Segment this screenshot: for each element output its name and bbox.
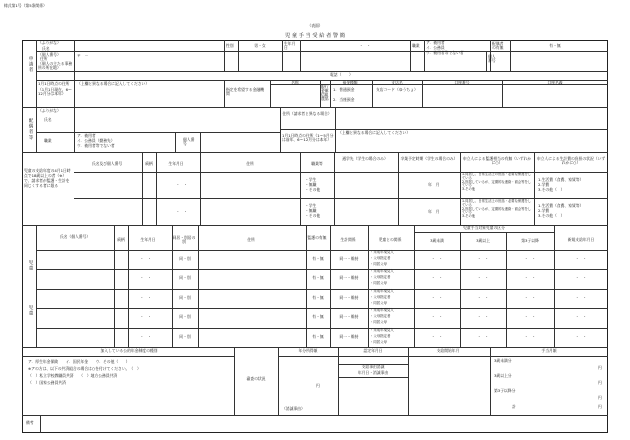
list-header-g3: 第3子以降: [521, 238, 539, 243]
bank-header-kind: 預金種類: [342, 80, 358, 85]
admin-h3: 支給開始年月: [436, 348, 460, 353]
list-row-g2[interactable]: ・ ・: [477, 275, 489, 281]
list-row-occ-1[interactable]: ・父母指定者: [370, 275, 391, 280]
child2-ym[interactable]: 年 月: [428, 209, 440, 214]
pension-line-4[interactable]: （ ）国家公務員共済: [28, 380, 66, 385]
list-row-g1[interactable]: ・ ・: [431, 314, 443, 320]
spouse-individual-label: 個人番号: [183, 137, 195, 147]
admin-row-2: 3歳以上分: [494, 373, 512, 378]
list-row-cohabit[interactable]: 同・別: [179, 333, 191, 339]
list-row-occ-1[interactable]: ・父母指定者: [370, 314, 391, 319]
applicant-side-label: 申請者: [28, 56, 33, 73]
list-row-g3[interactable]: ・ ・: [524, 314, 536, 320]
admin-yen-4: 円: [598, 395, 602, 400]
applicant-furigana-label: （ふりがな）: [38, 40, 61, 45]
list-header-live: 生計関係: [340, 237, 356, 242]
admin-yen-1: 円: [316, 383, 320, 388]
list-row-live[interactable]: 同一・維持: [339, 333, 359, 339]
child-header-subsidy: 申立人による生計費の負担の状況（いずれかに○）: [536, 156, 606, 166]
bank-header-account: 口座番号: [454, 80, 470, 85]
list-row-divider: [36, 269, 608, 270]
list-row-occ-1[interactable]: ・父母指定者: [370, 333, 391, 338]
child1-occ-1[interactable]: ・無職: [305, 182, 317, 187]
gender-label: 性別: [226, 43, 234, 48]
spouse-status-label: 配偶者の有無: [492, 41, 504, 51]
list-row-g3[interactable]: ・ ・: [524, 256, 536, 261]
list-row-divider: [36, 328, 608, 329]
list-row-cohabit[interactable]: 同・別: [179, 256, 191, 261]
list-header-relation: 続柄: [117, 237, 125, 242]
spouse-furigana-label: （ふりがな）: [38, 108, 61, 113]
list-header-g2: 3歳以上: [476, 238, 490, 243]
list-row-start[interactable]: ・ ・: [575, 333, 587, 339]
pension-label: 加入している公的年金制度の種別: [100, 348, 158, 353]
list-row-care[interactable]: 有・無: [312, 314, 324, 320]
pension-line-1[interactable]: ア．厚生年金保険 イ．国民年金 ウ．その他（ ）: [28, 359, 130, 364]
admin-yen-3: 円: [598, 380, 602, 385]
child1-cost-0[interactable]: 1.生活費（食費、家賃等）: [538, 177, 584, 182]
remarks-field[interactable]: [42, 417, 606, 431]
list-row-g1[interactable]: ・ ・: [431, 256, 443, 261]
list-row-occ-0[interactable]: ・未成年現見入: [370, 250, 394, 254]
list-row-birth[interactable]: ・ ・: [140, 333, 152, 339]
spouse-jan1-label: 1月1日時点の住所（1～5月分は前年、6～12月分は本年）: [282, 133, 334, 143]
list-row-g1[interactable]: ・ ・: [431, 275, 443, 281]
pension-line-3[interactable]: （ ）私立学校教職員共済 （ ）地方公務員共済: [28, 373, 118, 378]
list-row-care[interactable]: 有・無: [312, 294, 324, 300]
list-row-g1[interactable]: ・ ・: [431, 333, 443, 339]
pension-line-2: ※アの方は、以下の共済組合の場合は○を付けてください。（ ）: [28, 366, 141, 371]
list-header-group: 児童手当対象児童の区分: [463, 225, 505, 230]
phone-label[interactable]: 電話（ ）: [330, 72, 353, 77]
occupation-option-a[interactable]: ア．被用者: [426, 40, 445, 45]
list-row-live[interactable]: 同一・維持: [339, 275, 359, 281]
admin-h2: 認定年月日: [363, 348, 383, 353]
residence-note: （1月1日現在、6～12月分は本年）: [38, 87, 72, 97]
spouse-address-value[interactable]: （上欄と異なる場合に記入してください）: [338, 130, 411, 135]
list-row-g2[interactable]: ・ ・: [477, 333, 489, 339]
list-row-occ-1[interactable]: ・父母指定者: [370, 294, 391, 299]
applicant-name-note: （個人番号）: [38, 52, 61, 57]
individual-number-label: 個人番号: [488, 54, 496, 64]
child2-cost-1[interactable]: 2.学費: [538, 208, 550, 213]
list-row-g3[interactable]: ・ ・: [524, 294, 536, 300]
spouse-occupation-c[interactable]: ウ．被用者等でない者: [77, 143, 115, 148]
spouse-name-label: 氏名: [44, 117, 52, 122]
admin-row-1: 3歳未満分: [494, 358, 512, 363]
list-row-occ-1[interactable]: ・父母指定者: [370, 256, 391, 260]
list-header-g1: 3歳未満: [430, 238, 444, 243]
list-row-occ-0[interactable]: ・未成年現見入: [370, 288, 394, 293]
residence-value[interactable]: （上欄と異なる場合に記入してください）: [77, 81, 150, 86]
list-row-g3[interactable]: ・ ・: [524, 333, 536, 339]
residence-label: 1月1日時点の住所: [38, 81, 70, 86]
child1-occ-0[interactable]: ・学生: [305, 177, 317, 182]
list-row-birth[interactable]: ・ ・: [140, 294, 152, 300]
child2-birth[interactable]: ・ ・: [176, 209, 188, 214]
list-header-cohabit: 同居・別居の別: [172, 235, 196, 245]
list-row-care[interactable]: 有・無: [312, 275, 324, 281]
list-row-cohabit[interactable]: 同・別: [179, 314, 191, 320]
birth-value[interactable]: ・ ・: [359, 43, 371, 48]
spouse-address-label: 住所（請求者と異なる場合）: [282, 111, 332, 116]
child2-occ-2[interactable]: ・その他: [305, 213, 321, 218]
admin-row-total: 計: [512, 404, 516, 409]
list-header-occupation: 児童との関係: [378, 237, 402, 242]
occupation-option-b[interactable]: イ．公務員: [426, 45, 445, 50]
list-row-occ-2[interactable]: ・同居父母: [370, 300, 387, 305]
list-row-live[interactable]: 同一・維持: [339, 314, 359, 320]
list-row-birth[interactable]: ・ ・: [140, 275, 152, 281]
child2-care[interactable]: 1.同居し、日常生活上の世話・必要な保護をしている 2.別居しているが、定期的な連絡・面会等をしている 3.その他: [462, 199, 532, 219]
admin-r1: 支給事由消滅: [361, 364, 385, 369]
spouse-occupation-b[interactable]: イ．公務員（勤務先）: [77, 138, 115, 143]
bank-header-name: 名称: [291, 80, 299, 85]
spouse-occupation-a[interactable]: ア．被用者: [77, 133, 96, 138]
list-header-name: 氏名（個人番号）: [59, 234, 91, 239]
bank-kind-1[interactable]: 1．普通預金: [333, 87, 355, 92]
list-header-start: 新規支給年月日: [567, 237, 595, 242]
bank-label: 指定を希望する金融機関: [226, 87, 264, 97]
list-row-start[interactable]: ・ ・: [575, 294, 587, 300]
list-row-occ-0[interactable]: ・未成年現見入: [370, 269, 394, 274]
list-row-birth[interactable]: ・ ・: [140, 256, 152, 261]
child-header-school: 通学先（学生の場合のみ）: [342, 156, 388, 161]
child1-occ-2[interactable]: ・その他: [305, 187, 321, 192]
page-title: 児 童 手 当 受 給 者 警 簡: [285, 33, 345, 39]
address-label: 住所: [40, 56, 48, 61]
list-row-g2[interactable]: ・ ・: [477, 314, 489, 320]
child-header-address: 住所: [246, 161, 254, 166]
list-row-live[interactable]: 同一・維持: [339, 256, 359, 261]
list-header-care: 監護の有無: [307, 235, 327, 240]
admin-r2: 年月日・消滅事由: [357, 370, 389, 375]
list-row-start[interactable]: ・ ・: [575, 256, 587, 261]
child-rows-note: 児童の支給年度の4月1日時点で18歳以上の者（※）で、請求者が監護・生計を同じくする者に限る: [24, 168, 71, 189]
child1-cost-2[interactable]: 3.その他（ ）: [538, 187, 565, 192]
remarks-label: 備考: [26, 420, 34, 425]
child1-ym[interactable]: 年 月: [428, 182, 440, 187]
list-row-occ-2[interactable]: ・同居父母: [370, 281, 387, 286]
list-row-divider: [36, 308, 608, 309]
spouse-status-value[interactable]: 有・無: [549, 43, 561, 48]
bank-kind-2[interactable]: 2．当座預金: [333, 97, 355, 102]
child2-occ-1[interactable]: ・無職: [305, 208, 317, 213]
child2-cost-2[interactable]: 3.その他（ ）: [538, 213, 565, 218]
postal-mark: 〒 －: [77, 53, 89, 58]
spouse-side-label: 配偶者等: [28, 118, 33, 141]
list-row-g1[interactable]: ・ ・: [431, 294, 443, 300]
gender-value[interactable]: 男・女: [254, 43, 266, 48]
list-row-occ-2[interactable]: ・同居父母: [370, 339, 387, 344]
occupation-option-c[interactable]: ウ．被用者等でない者: [426, 50, 464, 55]
list-row-cohabit[interactable]: 同・別: [179, 294, 191, 300]
admin-label: 審査の状況: [246, 376, 266, 381]
spouse-occupation-label: 職業: [44, 138, 52, 143]
list-row-care[interactable]: 有・無: [312, 333, 324, 339]
child-header-birth: 生年月日: [168, 161, 184, 166]
child1-care[interactable]: 1.同居し、日常生活上の世話・必要な保護をしている 2.別居しているが、定期的な連絡・面会等をしている 3.その他: [462, 172, 532, 192]
child2-occ-0[interactable]: ・学生: [305, 203, 317, 208]
admin-h4: 手当月額: [541, 348, 557, 353]
list-row-occ-2[interactable]: ・同居父母: [370, 262, 387, 266]
list-row-g2[interactable]: ・ ・: [477, 256, 489, 261]
list-row-divider: [36, 289, 608, 290]
bank-header-branch: 支店名: [391, 80, 403, 85]
list-row-occ-2[interactable]: ・同居父母: [370, 320, 387, 325]
child-header-name: 氏名及び個人番号: [91, 161, 123, 166]
list-row-start[interactable]: ・ ・: [575, 275, 587, 281]
form-code: 様式第1号（第5条関係）: [4, 3, 47, 8]
bank-types: 銀行 金庫 信組 農協: [321, 84, 329, 101]
child1-cost-1[interactable]: 2.学費: [538, 182, 550, 187]
list-header-birth: 生年月日: [140, 237, 156, 242]
list-row-birth[interactable]: ・ ・: [140, 314, 152, 320]
admin-yen-2: 円: [598, 365, 602, 370]
list-side-label-2: 児童: [28, 305, 33, 317]
list-row-g3[interactable]: ・ ・: [524, 275, 536, 281]
bank-header-holder: 口座名義: [547, 80, 563, 85]
list-side-label-1: 児童: [28, 260, 33, 272]
child-header-graduate: 卒業予定時期（学生の場合のみ）: [400, 156, 458, 161]
child1-birth[interactable]: ・ ・: [176, 182, 188, 187]
front-label: （表面）: [307, 23, 323, 28]
child-header-supervisor: 申立人による監護相当の有無（いずれかに○）: [462, 156, 532, 166]
child2-cost-0[interactable]: 1.生活費（食費、家賃等）: [538, 203, 584, 208]
child-header-occupation: 職業等: [311, 161, 323, 166]
birth-label: 生年月日: [284, 41, 296, 51]
admin-row-3: 第3子以降分: [494, 388, 516, 393]
list-row-g2[interactable]: ・ ・: [477, 294, 489, 300]
list-row-occ-0[interactable]: ・未成年現見入: [370, 308, 394, 313]
admin-amount[interactable]: （消滅事由）: [282, 406, 305, 411]
address-note: （個人の主たる事務所の所在地）: [38, 61, 73, 71]
child-header-relation: 続柄: [145, 161, 153, 166]
list-row-start[interactable]: ・ ・: [575, 314, 587, 320]
admin-yen-5: 円: [598, 404, 602, 409]
list-row-live[interactable]: 同一・維持: [339, 294, 359, 300]
applicant-name-label: 氏名: [42, 46, 50, 51]
admin-h1: 年分所得額: [298, 348, 318, 353]
list-row-cohabit[interactable]: 同・別: [179, 275, 191, 281]
occupation-label: 職業: [412, 43, 420, 48]
branch-code[interactable]: 支店コード（ゆうちょ）: [376, 87, 418, 92]
list-row-occ-0[interactable]: ・未成年現見入: [370, 327, 394, 332]
list-header-address: 住所: [247, 237, 255, 242]
list-row-care[interactable]: 有・無: [312, 256, 324, 261]
